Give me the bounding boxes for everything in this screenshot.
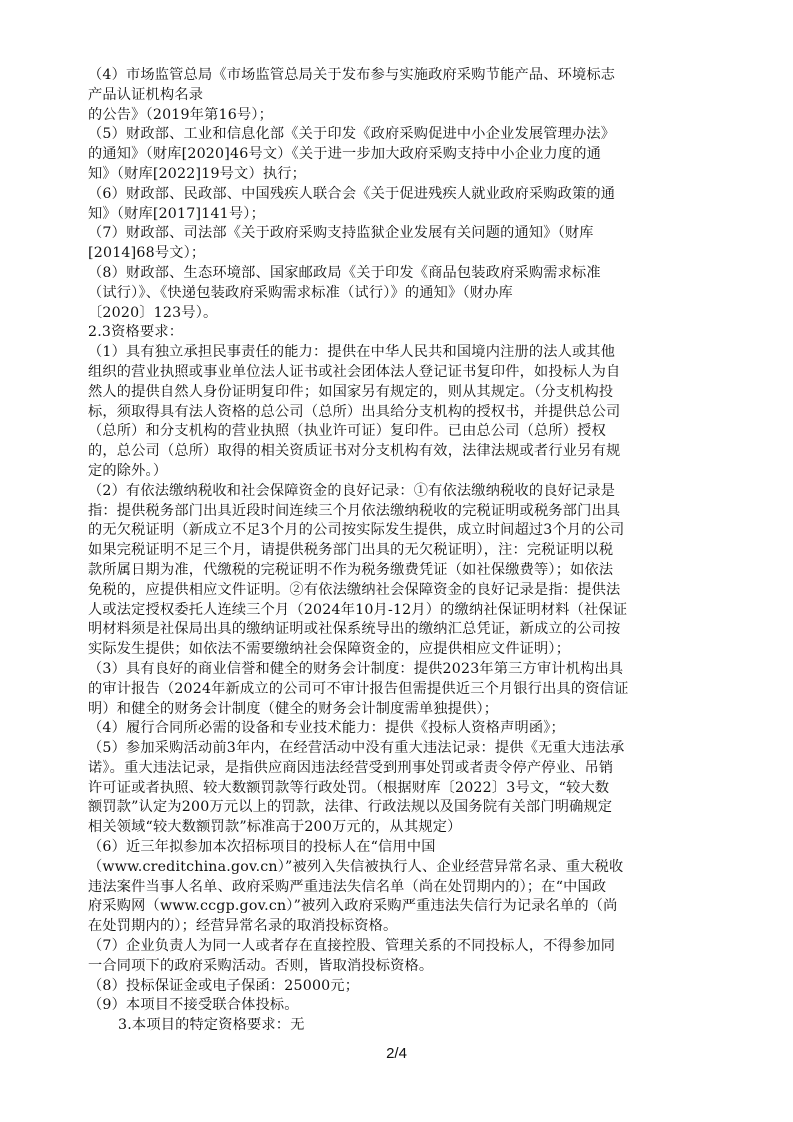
- text-line: （5）参加采购活动前3年内，在经营活动中没有重大违法记录：提供《无重大违法承: [88, 740, 625, 757]
- text-line: 在处罚期内的）；经营异常名录的取消投标资格。: [88, 918, 398, 935]
- text-line: 免税的，应提供相应文件证明。②有依法缴纳社会保障资金的良好记录是指：提供法: [88, 581, 621, 598]
- text-line: [2014]68号文）；: [88, 245, 206, 262]
- text-line: 如果完税证明不足三个月，请提供税务部门出具的无欠税证明），注：完税证明以税: [88, 542, 614, 559]
- text-line: （6）近三年拟参加本次招标项目的投标人在“信用中国: [88, 839, 436, 856]
- text-line: 的通知》（财库[2020]46号文）《关于进一步加大政府采购支持中小企业力度的通: [88, 146, 602, 163]
- text-line: 实际发生提供；如依法不需要缴纳社会保障资金的，应提供相应文件证明）；: [88, 641, 571, 658]
- text-line: 一合同项下的政府采购活动。否则，皆取消投标资格。: [88, 957, 434, 974]
- text-line: （4）履行合同所必需的设备和专业技术能力：提供《投标人资格声明函》；: [88, 720, 565, 737]
- text-line: 额罚款”认定为200万元以上的罚款，法律、行政法规以及国务院有关部门明确规定: [88, 799, 613, 816]
- page-number: 2/4: [386, 1045, 407, 1062]
- text-line: 许可证或者执照、较大数额罚款等行政处罚。（根据财库〔2022〕3号文，“较大数: [88, 779, 610, 796]
- text-line: 的无欠税证明（新成立不足3个月的公司按实际发生提供，成立时间超过3个月的公司: [88, 522, 625, 539]
- text-line: 知》（财库[2022]19号文）执行；: [88, 165, 306, 182]
- text-line: （8）财政部、生态环境部、国家邮政局《关于印发《商品包装政府采购需求标准: [88, 264, 601, 281]
- text-line: 产品认证机构名录: [88, 86, 204, 103]
- text-line: （4）市场监管总局《市场监管总局关于发布参与实施政府采购节能产品、环境标志: [88, 67, 616, 83]
- text-line: 相关领域“较大数额罚款”标准高于200万元的，从其规定）: [88, 819, 462, 836]
- text-line: 的公告》（2019年第16号）；: [88, 106, 274, 123]
- text-line: （8）投标保证金或电子保函：25000元；: [88, 977, 360, 994]
- text-line: （2）有依法缴纳税收和社会保障资金的良好记录：①有依法缴纳税收的良好记录是: [88, 482, 616, 499]
- text-line: 定的除外。）: [88, 462, 168, 479]
- text-line: （1）具有独立承担民事责任的能力：提供在中华人民共和国境内注册的法人或其他: [88, 344, 616, 361]
- text-line: （5）财政部、工业和信息化部《关于印发《政府采购促进中小企业发展管理办法》: [88, 126, 616, 143]
- text-line: （总所）和分支机构的营业执照（执业许可证）复印件。已由总公司（总所）授权: [88, 423, 606, 440]
- text-line: 明）和健全的财务会计制度（健全的财务会计制度需单独提供）；: [88, 700, 499, 717]
- section-heading: 2.3资格要求：: [88, 324, 184, 341]
- text-line: 的审计报告（2024年新成立的公司可不审计报告但需提供近三个月银行出具的资信证: [88, 680, 629, 697]
- text-line: （www.creditchina.gov.cn）”被列入失信被执行人、企业经营异常名录、重大税收: [88, 858, 624, 875]
- text-line: 款所属日期为准，代缴税的完税证明不作为税务缴费凭证（如社保缴费等）；如依法: [88, 561, 614, 578]
- text-line: （7）财政部、司法部《关于政府采购支持监狱企业发展有关问题的通知》（财库: [88, 225, 594, 242]
- text-line: 〔2020〕123号）。: [88, 304, 218, 321]
- text-line: （6）财政部、民政部、中国残疾人联合会《关于促进残疾人就业政府采购政策的通: [88, 185, 616, 202]
- document-body: [88, 66, 728, 1036]
- text-line: 违法案件当事人名单、政府采购严重违法失信名单（尚在处罚期内的）；在“中国政: [88, 878, 607, 895]
- text-line: 人或法定授权委托人连续三个月（2024年10月-12月）的缴纳社保证明材料（社保证: [88, 601, 628, 618]
- text-line: 明材料须是社保局出具的缴纳证明或社保系统导出的缴纳汇总凭证，新成立的公司按: [88, 621, 621, 638]
- text-line: （9）本项目不接受联合体投标。: [88, 997, 299, 1014]
- text-line: 指：提供税务部门出具近段时间连续三个月依法缴纳税收的完税证明或税务部门出具: [88, 502, 621, 519]
- text-line: 然人的提供自然人身份证明复印件；如国家另有规定的，则从其规定。（分支机构投: [88, 383, 614, 400]
- text-line: 诺》。重大违法记录，是指供应商因违法经营受到刑事处罚或者责令停产停业、吊销: [88, 759, 614, 776]
- text-line: 府采购网（www.ccgp.gov.cn）”被列入政府采购严重违法失信行为记录名单的（尚: [88, 898, 618, 915]
- section-heading: 3.本项目的特定资格要求：无: [118, 1017, 305, 1034]
- text-line: （3）具有良好的商业信誉和健全的财务会计制度：提供2023年第三方审计机构出具: [88, 660, 624, 677]
- text-line: 知》（财库[2017]141号）；: [88, 205, 265, 222]
- text-line: 标，须取得具有法人资格的总公司（总所）出具给分支机构的授权书，并提供总公司: [88, 403, 621, 420]
- text-line: 的，总公司（总所）取得的相关资质证书对分支机构有效，法律法规或者行业另有规: [88, 443, 621, 460]
- text-line: 组织的营业执照或事业单位法人证书或社会团体法人登记证书复印件，如投标人为自: [88, 363, 621, 380]
- text-line: （7）企业负责人为同一人或者存在直接控股、管理关系的不同投标人，不得参加同: [88, 938, 616, 955]
- text-line: （试行）》、《快递包装政府采购需求标准（试行）》的通知》（财办库: [88, 284, 513, 301]
